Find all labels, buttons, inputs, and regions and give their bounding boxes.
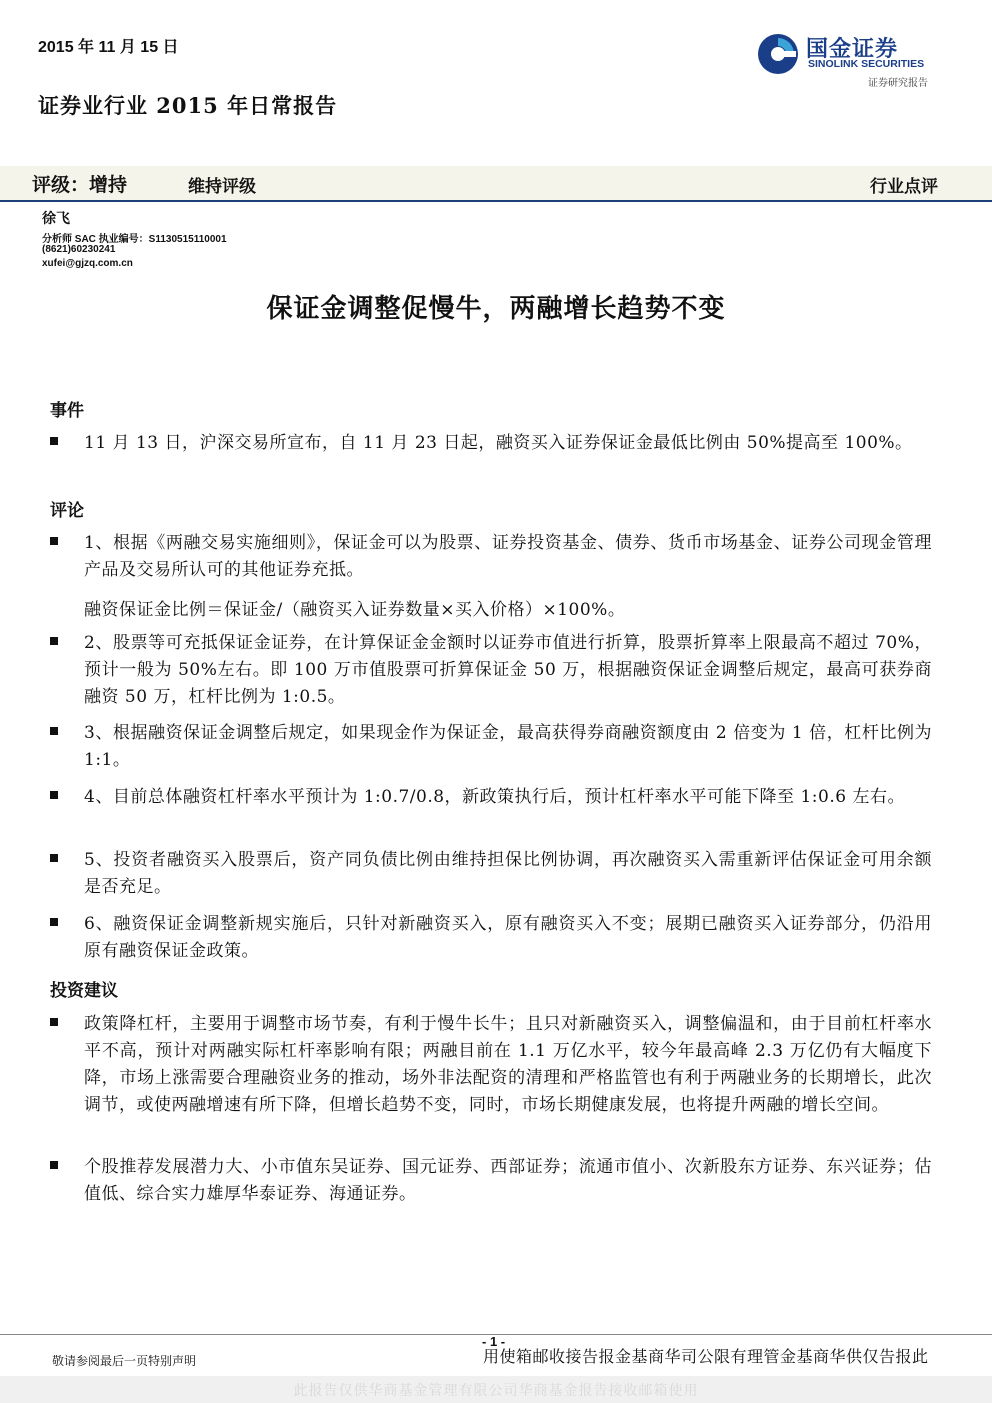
section-heading-comment: 评论 — [50, 501, 84, 521]
section-heading-advice: 投资建议 — [50, 981, 118, 1001]
footer-recipient-text: 用使箱邮收接告报金基商华司公限有理管金基商华供仅告报此 — [483, 1349, 929, 1366]
logo-subtitle: 证券研究报告 — [868, 78, 928, 89]
analyst-name: 徐飞 — [42, 211, 70, 227]
list-item — [50, 847, 932, 901]
list-item — [50, 784, 932, 811]
page-number: - 1 - — [482, 1334, 506, 1349]
list-item-text: 3、根据融资保证金调整后规定，如果现金作为保证金，最高获得券商融资额度由 2 倍变为 1 倍，杠杆比例为 1:1。 — [84, 723, 932, 770]
bullet-icon — [50, 918, 58, 926]
logo-mark-icon — [756, 32, 800, 76]
bullet-icon — [50, 854, 58, 862]
margin-ratio-formula: 融资保证金比例＝保证金/（融资买入证券数量×买入价格）×100%。 — [84, 600, 626, 620]
bullet-icon — [50, 1018, 58, 1026]
list-item — [50, 1011, 932, 1119]
watermark-text: 此报告仅供华商基金管理有限公司华商基金报告接收邮箱使用 — [293, 1383, 699, 1399]
list-item-text: 个股推荐发展潜力大、小市值东吴证券、国元证券、西部证券；流通市值小、次新股东方证券、东兴证券；估值低、综合实力雄厚华泰证券、海通证券。 — [84, 1157, 932, 1204]
analyst-email: xufei@gjzq.com.cn — [42, 258, 133, 269]
bullet-icon — [50, 537, 58, 545]
report-category: 行业点评 — [870, 177, 938, 197]
report-series-title: 证券业行业 2015 年日常报告 — [38, 93, 338, 118]
disclaimer-note: 敬请参阅最后一页特别声明 — [52, 1354, 197, 1368]
analyst-phone: (8621)60230241 — [42, 244, 116, 255]
list-item — [50, 1154, 932, 1208]
bullet-icon — [50, 791, 58, 799]
analyst-sac-number: 分析师 SAC 执业编号：S1130515110001 — [42, 234, 227, 245]
bullet-icon — [50, 437, 58, 445]
company-logo — [756, 30, 946, 92]
list-item — [50, 530, 932, 584]
rating-bar — [0, 166, 992, 202]
list-item-text: 6、融资保证金调整新规实施后，只针对新融资买入，原有融资买入不变；展期已融资买入证券部分，仍沿用原有融资保证金政策。 — [84, 914, 932, 961]
list-item — [50, 911, 932, 965]
list-item-text: 2、股票等可充抵保证金证券，在计算保证金金额时以证券市值进行折算，股票折算率上限最高不超过 70%，预计一般为 50%左右。即 100 万市值股票可折算保证金 50 万，根据融资保证金调整后规定，最高可获券商融资 50 万，杠杆比例为 1:0.5。 — [84, 633, 932, 707]
bullet-icon — [50, 1161, 58, 1169]
report-date: 2015 年 11 月 15 日 — [38, 39, 179, 56]
maintain-rating-label: 维持评级 — [188, 177, 256, 197]
list-item-text: 1、根据《两融交易实施细则》，保证金可以为股票、证券投资基金、债券、货币市场基金、证券公司现金管理产品及交易所认可的其他证券充抵。 — [84, 533, 932, 580]
bullet-icon — [50, 637, 58, 645]
list-item — [50, 430, 932, 457]
section-heading-event: 事件 — [50, 401, 84, 421]
list-item-text: 4、目前总体融资杠杆率水平预计为 1:0.7/0.8，新政策执行后，预计杠杆率水平可能下降至 1:0.6 左右。 — [84, 787, 905, 807]
list-item-text: 政策降杠杆，主要用于调整市场节奏，有利于慢牛长牛；且只对新融资买入，调整偏温和，由于目前杠杆率水平不高，预计对两融实际杠杆率影响有限；两融目前在 1.1 万亿水平，较今年最高峰 2.3 万亿仍有大幅度下降，市场上涨需要合理融资业务的推动，场外非法配资的清理和严格监管也有利于两融业务的长期增长，此次调节，或使两融增速有所下降，但增长趋势不变，同时，市场长期健康发展，也将提升两融的增长空间。 — [84, 1014, 932, 1115]
bullet-icon — [50, 727, 58, 735]
list-item-text: 11 月 13 日，沪深交易所宣布，自 11 月 23 日起，融资买入证券保证金最低比例由 50%提高至 100%。 — [84, 433, 913, 453]
rating-label: 评级：增持 — [32, 174, 128, 196]
list-item-text: 5、投资者融资买入股票后，资产同负债比例由维持担保比例协调，再次融资买入需重新评估保证金可用余额是否充足。 — [84, 850, 932, 897]
list-item — [50, 630, 932, 711]
logo-chinese-name: 国金证券 — [806, 37, 899, 62]
logo-english-name: SINOLINK SECURITIES — [808, 58, 925, 70]
main-title: 保证金调整促慢牛，两融增长趋势不变 — [266, 294, 726, 324]
list-item — [50, 720, 932, 774]
